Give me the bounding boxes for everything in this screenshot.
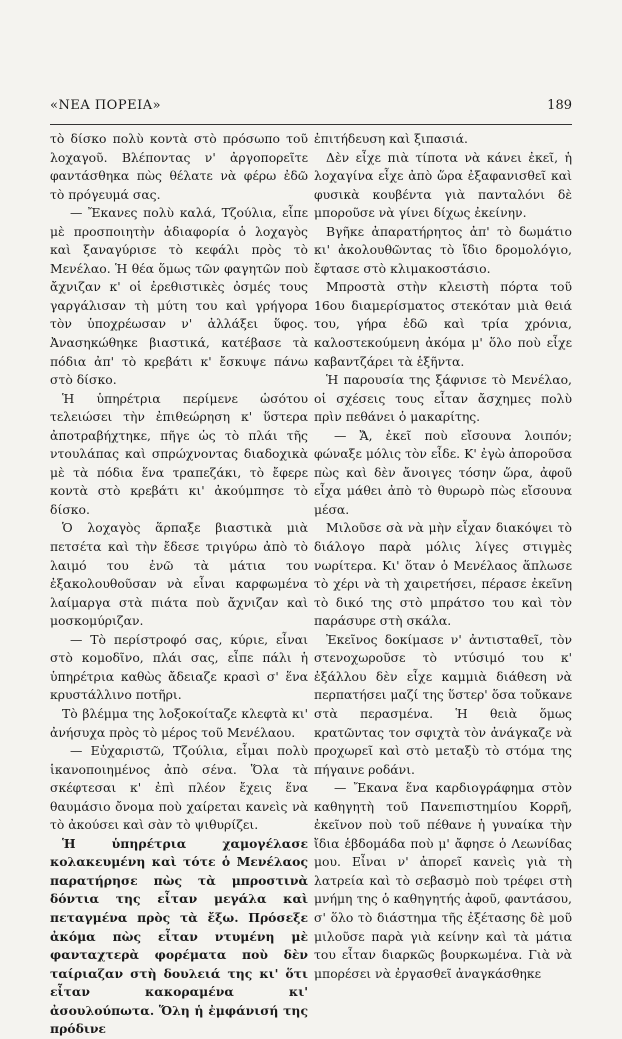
paragraph: Ὁ λοχαγὸς ἅρπαξε βιαστικὰ μιὰ πετσέτα καὶ τὴν ἔδεσε τριγύρω ἀπὸ τὸ λαιμό του ἐνῶ τὰ μάτια του ἐξακολουθοῦσαν νὰ εἶναι καρφωμένα λαίμαργα στὰ πιάτα ποὺ ἄχνιζαν καὶ μοσκομύριζαν.	[50, 520, 308, 629]
page-number: 189	[547, 98, 572, 113]
paragraph: — Ἔκανα ἕνα καρδιογράφημα στὸν καθηγητὴ τοῦ Πανεπιστημίου Κορρῆ, ἐκεῖνον ποὺ τοῦ πέθανε ἡ γυναίκα τὴν ἴδια ἑβδομάδα ποὺ μ' ἄφησε ὁ Λεωνίδας μου. Εἶναι ν' ἀπορεῖ κανεὶς γιὰ τὴ λατρεία καὶ τὸ σεβασμὸ ποὺ τρέφει στὴ μνήμη της ὁ καθηγητής ἀφοῦ, φαντάσου, σ' ὅλο τὸ διάστημα τῆς ἐξέτασης δὲ μοῦ μιλοῦσε παρὰ γιὰ κείνην καὶ τὰ μάτια του εἶταν διαρκῶς βουρκωμένα. Γιὰ νὰ μπορέσει νὰ ἐργασθεῖ ἀναγκάσθηκε	[314, 780, 572, 981]
page-header	[50, 98, 572, 120]
paragraph: ἐπιτήδευση καὶ ξιπασιά.	[314, 131, 468, 146]
left-column	[50, 130, 308, 1039]
paragraph: Ἡ ὑπηρέτρια χαμογέλασε κολακευμένη καὶ τότε ὁ Μενέλαος παρατήρησε πὼς τὰ μπροστινὰ δόντια της εἶταν μεγάλα καὶ πεταγμένα πρὸς τὰ ἔξω. Πρόσεξε ἀκόμα πὼς εἶταν ντυμένη μὲ φανταχτερὰ φορέματα ποὺ δὲν ταίριαζαν στὴ δουλειά της κι' ὅτι εἶταν κακοραμένα κι' ἀσουλούπωτα. Ὅλη ἡ ἐμφάνισή της πρόδινε	[50, 835, 308, 1037]
paragraph: Δὲν εἶχε πιὰ τίποτα νὰ κάνει ἐκεῖ, ἡ λοχαγίνα εἶχε ἀπὸ ὥρα ἐξαφανισθεῖ καὶ φυσικὰ κουβέντα γιὰ πανταλόνι δὲ μποροῦσε νὰ γίνει δίχως ἐκείνην.	[314, 149, 572, 221]
paragraph: Ἡ παρουσία της ξάφνισε τὸ Μενέλαο, οἱ σχέσεις τους εἶταν ἄσχημες πολὺ πρὶν πεθάνει ὁ μακαρίτης.	[314, 372, 572, 425]
journal-title: «ΝΕΑ ΠΟΡΕΙΑ»	[50, 98, 162, 113]
paragraph: Τὸ βλέμμα της λοξοκοίταζε κλεφτὰ κι' ἀνήσυχα πρὸς τὸ μέρος τοῦ Μενέλαου.	[50, 705, 308, 740]
header-rule	[50, 124, 572, 125]
paragraph: τὸ δίσκο πολὺ κοντὰ στὸ πρόσωπο τοῦ λοχαγοῦ. Βλέποντας ν' ἀργοπορεῖτε φαντάσθηκα πὼς θέλατε νὰ φέρω ἐδῶ τὸ πρόγευμά σας.	[50, 131, 308, 202]
paragraph: — Ἔκανες πολὺ καλά, Τζούλια, εἶπε μὲ προσποιητὴν ἀδιαφορία ὁ λοχαγὸς καὶ ξαναγύρισε τὸ κεφάλι πρὸς τὸ Μενέλαο. Ἡ θέα ὅμως τῶν φαγητῶν ποὺ ἄχνιζαν κ' οἱ ἐρεθιστικὲς ὀσμές τους γαργάλισαν τὴ μύτη του καὶ γρήγορα τὸν ὑποχρέωσαν ν' ἀλλάξει ὕφος. Ἀνασηκώθηκε βιαστικά, κατέβασε τὰ πόδια ἀπ' τὸ κρεβάτι κ' ἔσκυψε πάνω στὸ δίσκο.	[50, 205, 308, 388]
paragraph: Μιλοῦσε σὰ νὰ μὴν εἶχαν διακόψει τὸ διάλογο παρὰ μόλις λίγες στιγμὲς νωρίτερα. Κι' ὅταν ὁ Μενέλαος ἅπλωσε τὸ χέρι νὰ τὴ χαιρετήσει, πέρασε ἐκεῖνη τὸ δικό της στὸ μπράτσο του καὶ τὸν παράσυρε στὴ σκάλα.	[314, 520, 572, 629]
paragraph: — Ἄ, ἐκεῖ ποὺ εἴσουνα λοιπόν; φώναξε μόλις τὸν εἶδε. Κ' ἐγὼ ἀποροῦσα πὼς καὶ δὲν ἄνοιγες τόσην ὥρα, ἀφοῦ εἶχα μάθει ἀπὸ τὸ θυρωρὸ πὼς εἴσουνα μέσα.	[314, 427, 572, 517]
paragraph: Μπροστὰ στὴν κλειστὴ πόρτα τοῦ 16ου διαμερίσματος στεκόταν μιὰ θειά του, γήρα ἐδῶ καὶ τρία χρόνια, καλοστεκούμενη ἀκόμα μ' ὅλο ποὺ εἶχε καβαντζάρει τὰ ἑξῆντα.	[314, 279, 572, 369]
paragraph: Ἡ ὑπηρέτρια περίμενε ὡσότου τελειώσει τὴν ἐπιθεώρηση κ' ὕστερα ἀποτραβήχτηκε, πῆγε ὡς τὸ πλάι τῆς ντουλάπας καὶ σπρώχνοντας διαδοχικὰ μὲ τὰ πόδια ἕνα τραπεζάκι, τὸ ἔφερε κοντὰ στὸ κρεβάτι κι' ἀκούμπησε τὸ δίσκο.	[50, 390, 308, 517]
paragraph: — Εὐχαριστῶ, Τζούλια, εἶμαι πολὺ ἱκανοποιημένος ἀπὸ σένα. Ὅλα τὰ σκέφτεσαι κ' ἐπὶ πλέον ἔχεις ἕνα θαυμάσιο ὄνομα ποὺ χαίρεται κανεὶς νὰ τὸ ἀκούσει καὶ σὰν τὸ ψιθυρίζει.	[50, 743, 308, 833]
paragraph: — Τὸ περίστροφό σας, κύριε, εἶναι στὸ κομοδῖνο, πλάι σας, εἶπε πάλι ἡ ὑπηρέτρια καθὼς ἄδειαζε κρασὶ σ' ἕνα κρυστάλλινο ποτῆρι.	[50, 631, 308, 703]
paragraph: Βγῆκε ἀπαρατήρητος ἀπ' τὸ δωμάτιο κι' ἀκολουθῶντας τὸ ἴδιο δρομολόγιο, ἔφτασε στὸ κλιμακοστάσιο.	[314, 223, 572, 276]
right-column	[314, 130, 572, 983]
paragraph: Ἐκεῖνος δοκίμασε ν' ἀντισταθεῖ, τὸν στενοχωροῦσε τὸ ντύσιμό του κ' ἐξάλλου δὲν εἶχε καμμιὰ διάθεση νὰ περπατήσει μαζί της ὕστερ' ὅσα τοὔκανε στὰ περασμένα. Ἡ θειὰ ὅμως κρατῶντας τον σφιχτὰ τὸν ἀνάγκαζε νὰ προχωρεῖ καὶ στὸ μεταξὺ τὸ στόμα της πήγαινε ροδάνι.	[314, 631, 572, 777]
